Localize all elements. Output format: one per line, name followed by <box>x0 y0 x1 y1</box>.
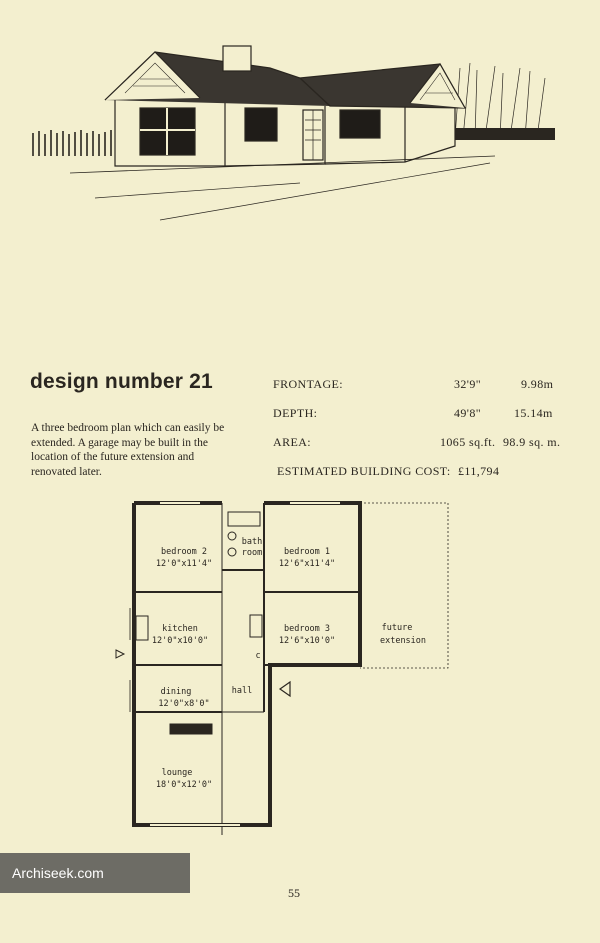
lounge-size: 18'0"x12'0" <box>155 780 213 790</box>
kitchen-size: 12'0"x10'0" <box>151 636 209 646</box>
area-label: AREA: <box>273 435 311 449</box>
bathroom-line1: bath <box>241 537 263 547</box>
extension-line1: future <box>381 623 413 633</box>
dining-name: dining <box>160 687 192 697</box>
bedroom3-size: 12'6"x10'0" <box>278 636 336 646</box>
dining-size: 12'0"x8'0" <box>158 699 210 709</box>
bedroom1-name: bedroom 1 <box>283 547 331 557</box>
house-perspective-sketch <box>25 38 570 228</box>
watermark-text: Archiseek.com <box>12 865 104 881</box>
frontage-metric: 9.98m <box>521 377 554 391</box>
cost-value: £11,794 <box>458 464 500 478</box>
watermark-banner[interactable] <box>0 853 190 893</box>
bedroom2-name: bedroom 2 <box>160 547 208 557</box>
area-metric: 98.9 sq. m. <box>503 435 561 449</box>
bedroom1-size: 12'6"x11'4" <box>278 559 336 569</box>
design-title: design number 21 <box>30 370 213 393</box>
area-imperial: 1065 sq.ft. <box>440 435 496 449</box>
lounge-name: lounge <box>161 768 193 778</box>
depth-label: DEPTH: <box>273 406 318 420</box>
cost-label: ESTIMATED BUILDING COST: <box>277 464 451 478</box>
frontage-label: FRONTAGE: <box>273 377 343 391</box>
cupboard-label: c <box>255 651 261 661</box>
page-number: 55 <box>288 886 300 900</box>
hall-label: hall <box>231 686 253 696</box>
bedroom3-name: bedroom 3 <box>283 624 331 634</box>
kitchen-name: kitchen <box>162 624 198 634</box>
depth-imperial: 49'8" <box>454 406 482 420</box>
bedroom2-size: 12'0"x11'4" <box>155 559 213 569</box>
design-description: A three bedroom plan which can easily be extended. A garage may be built in the location of the future extension and renovated later. <box>31 422 225 478</box>
floor-plan <box>0 490 600 840</box>
frontage-imperial: 32'9" <box>454 377 482 391</box>
extension-line2: extension <box>379 636 427 646</box>
bathroom-line2: room <box>241 548 263 558</box>
depth-metric: 15.14m <box>514 406 553 420</box>
